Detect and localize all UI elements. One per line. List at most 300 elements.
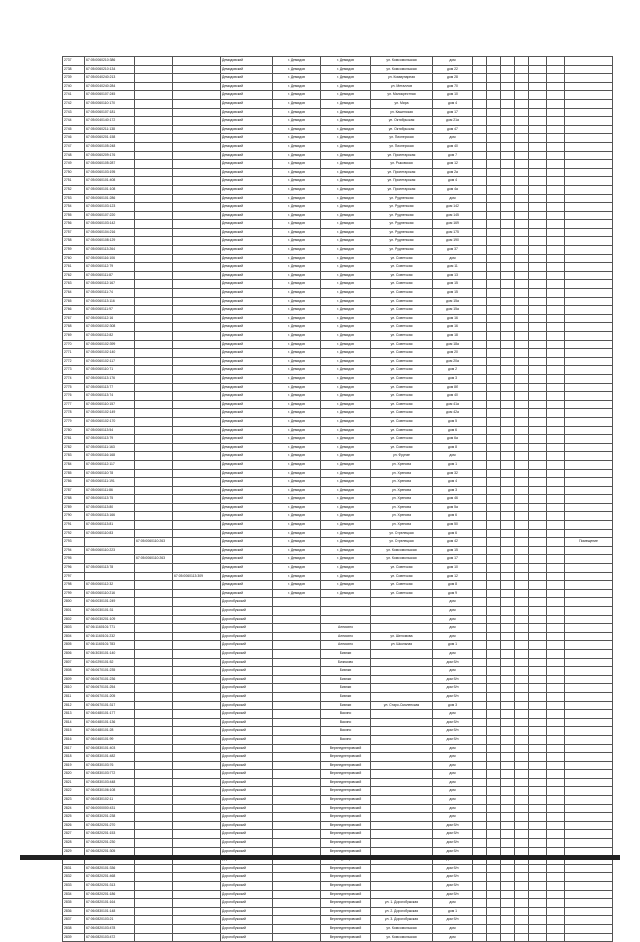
empty-cell: [515, 460, 529, 469]
empty-cell: [565, 297, 613, 306]
table-cell: [135, 168, 173, 177]
table-cell: ул. Шеломова: [371, 632, 433, 641]
empty-cell: [473, 641, 487, 650]
table-cell: [371, 675, 433, 684]
table-cell: ул. Рудненская: [371, 194, 433, 203]
table-cell: 2765: [63, 297, 85, 306]
table-cell: ул. Советская: [371, 306, 433, 315]
empty-cell: [487, 211, 501, 220]
empty-cell: [487, 237, 501, 246]
empty-cell: [487, 727, 501, 736]
table-cell: 2754: [63, 203, 85, 212]
empty-cell: [515, 246, 529, 255]
empty-cell: [501, 753, 515, 762]
empty-cell: [487, 641, 501, 650]
empty-cell: [529, 460, 547, 469]
empty-cell: [515, 839, 529, 848]
empty-cell: [529, 297, 547, 306]
empty-cell: [515, 718, 529, 727]
table-cell: дом 4: [433, 478, 473, 487]
empty-cell: [547, 916, 565, 925]
table-cell: дом 15: [433, 289, 473, 298]
table-cell: [173, 830, 221, 839]
empty-cell: [473, 366, 487, 375]
table-cell: Верхнеднепровский: [321, 899, 371, 908]
empty-cell: [501, 65, 515, 74]
table-cell: [135, 211, 173, 220]
table-cell: 2797: [63, 572, 85, 581]
empty-cell: [501, 409, 515, 418]
table-cell: 67:05:0060101:108: [85, 185, 135, 194]
table-cell: 2778: [63, 409, 85, 418]
empty-cell: [515, 572, 529, 581]
table-row: [63, 211, 613, 220]
empty-cell: [565, 142, 613, 151]
empty-cell: [515, 91, 529, 100]
empty-cell: [487, 521, 501, 530]
table-cell: Дорогобужский: [221, 753, 273, 762]
table-cell: г. Демидов: [321, 117, 371, 126]
empty-cell: [487, 374, 501, 383]
empty-cell: [473, 830, 487, 839]
table-cell: [135, 649, 173, 658]
empty-cell: [529, 890, 547, 899]
empty-cell: [565, 744, 613, 753]
empty-cell: [501, 503, 515, 512]
empty-cell: [529, 692, 547, 701]
table-cell: 2814: [63, 718, 85, 727]
empty-cell: [487, 830, 501, 839]
table-cell: [273, 761, 321, 770]
empty-cell: [565, 228, 613, 237]
table-cell: ул. Советская: [371, 581, 433, 590]
table-cell: Дорогобужский: [221, 813, 273, 822]
empty-cell: [487, 916, 501, 925]
table-cell: [135, 830, 173, 839]
table-cell: 67:06:0820103:478: [85, 924, 135, 933]
empty-cell: [529, 349, 547, 358]
table-cell: г. Демидов: [273, 142, 321, 151]
empty-cell: [547, 735, 565, 744]
table-cell: 67:06:0030101:31: [85, 607, 135, 616]
table-cell: [135, 400, 173, 409]
empty-cell: [515, 658, 529, 667]
table-cell: г. Демидов: [273, 289, 321, 298]
empty-cell: [501, 692, 515, 701]
table-cell: дом: [433, 744, 473, 753]
table-cell: 2787: [63, 486, 85, 495]
table-cell: дом: [433, 753, 473, 762]
table-cell: 2825: [63, 813, 85, 822]
empty-cell: [473, 813, 487, 822]
table-cell: [273, 873, 321, 882]
table-cell: 67:06:0820201:270: [85, 821, 135, 830]
table-row: [63, 839, 613, 848]
table-cell: 2764: [63, 289, 85, 298]
empty-cell: [547, 400, 565, 409]
table-row: [63, 486, 613, 495]
table-cell: [273, 641, 321, 650]
table-cell: [85, 538, 135, 547]
table-cell: ул. Советская: [371, 332, 433, 341]
table-cell: дом 41а: [433, 400, 473, 409]
table-cell: [173, 624, 221, 633]
table-cell: г. Демидов: [321, 228, 371, 237]
empty-cell: [501, 151, 515, 160]
empty-cell: [547, 392, 565, 401]
table-cell: [135, 99, 173, 108]
empty-cell: [547, 357, 565, 366]
empty-cell: [501, 134, 515, 143]
table-cell: Демидовский: [221, 228, 273, 237]
table-cell: Верхнеднепровский: [321, 924, 371, 933]
table-cell: дом: [433, 761, 473, 770]
table-cell: Дорогобужский: [221, 916, 273, 925]
table-cell: ул. Комсомольская: [371, 546, 433, 555]
empty-cell: [487, 907, 501, 916]
table-cell: 67:05:0060113:81: [85, 521, 135, 530]
table-cell: [135, 91, 173, 100]
empty-cell: [547, 787, 565, 796]
empty-cell: [473, 581, 487, 590]
empty-cell: [487, 572, 501, 581]
empty-cell: [565, 581, 613, 590]
table-cell: ул. Октябрьская: [371, 117, 433, 126]
empty-cell: [547, 151, 565, 160]
table-cell: дом 46: [433, 495, 473, 504]
table-cell: Демидовский: [221, 417, 273, 426]
empty-cell: [515, 830, 529, 839]
table-cell: ул. Рудненская: [371, 220, 433, 229]
table-cell: Дорогобужский: [221, 899, 273, 908]
empty-cell: [487, 323, 501, 332]
empty-cell: [501, 899, 515, 908]
empty-cell: [529, 374, 547, 383]
table-cell: 2808: [63, 667, 85, 676]
empty-cell: [565, 435, 613, 444]
empty-cell: [565, 220, 613, 229]
table-cell: [85, 555, 135, 564]
empty-cell: [487, 452, 501, 461]
empty-cell: [487, 65, 501, 74]
table-cell: 2749: [63, 160, 85, 169]
empty-cell: [473, 649, 487, 658]
empty-cell: [529, 649, 547, 658]
empty-cell: [515, 589, 529, 598]
empty-cell: [473, 297, 487, 306]
empty-cell: [529, 409, 547, 418]
table-cell: г. Демидов: [321, 134, 371, 143]
table-cell: [371, 624, 433, 633]
table-cell: [173, 933, 221, 942]
empty-cell: [487, 280, 501, 289]
table-cell: [135, 796, 173, 805]
table-cell: [135, 667, 173, 676]
table-cell: г. Демидов: [321, 125, 371, 134]
table-cell: 2838: [63, 924, 85, 933]
table-cell: ул. Советская: [371, 409, 433, 418]
table-cell: Васино: [321, 735, 371, 744]
empty-cell: [501, 57, 515, 66]
table-cell: г. Демидов: [321, 271, 371, 280]
table-cell: дом 70: [433, 82, 473, 91]
table-cell: Дорогобужский: [221, 778, 273, 787]
table-cell: [273, 692, 321, 701]
empty-cell: [473, 796, 487, 805]
table-cell: [371, 778, 433, 787]
table-cell: г. Демидов: [273, 246, 321, 255]
table-cell: Дорогобужский: [221, 684, 273, 693]
empty-cell: [515, 340, 529, 349]
table-cell: 67:05:0060102:170: [85, 417, 135, 426]
table-cell: Демидовский: [221, 340, 273, 349]
table-cell: дом б/н: [433, 718, 473, 727]
table-cell: дом 40: [433, 142, 473, 151]
empty-cell: [473, 572, 487, 581]
table-cell: г. Демидов: [273, 564, 321, 573]
empty-cell: [473, 263, 487, 272]
table-cell: [135, 417, 173, 426]
empty-cell: [547, 108, 565, 117]
empty-cell: [515, 478, 529, 487]
empty-cell: [515, 546, 529, 555]
empty-cell: [473, 357, 487, 366]
table-cell: дом 18а: [433, 340, 473, 349]
table-cell: 2760: [63, 254, 85, 263]
table-cell: ул. Советская: [371, 443, 433, 452]
empty-cell: [515, 890, 529, 899]
empty-cell: [515, 607, 529, 616]
empty-cell: [473, 787, 487, 796]
empty-cell: [515, 753, 529, 762]
empty-cell: [529, 117, 547, 126]
table-cell: 2756: [63, 220, 85, 229]
table-cell: Демидовский: [221, 392, 273, 401]
table-cell: дом: [433, 452, 473, 461]
empty-cell: [565, 134, 613, 143]
table-cell: 67:05:0060111:191: [85, 478, 135, 487]
empty-cell: [515, 151, 529, 160]
table-row: [63, 314, 613, 323]
empty-cell: [565, 65, 613, 74]
table-cell: г. Демидов: [273, 478, 321, 487]
table-cell: [371, 727, 433, 736]
table-cell: [135, 486, 173, 495]
empty-cell: [487, 632, 501, 641]
empty-cell: [515, 237, 529, 246]
table-cell: [371, 735, 433, 744]
empty-cell: [565, 151, 613, 160]
empty-cell: [501, 168, 515, 177]
empty-cell: [487, 512, 501, 521]
table-cell: [135, 340, 173, 349]
empty-cell: [565, 323, 613, 332]
empty-cell: [547, 289, 565, 298]
empty-cell: [487, 538, 501, 547]
table-cell: 2779: [63, 417, 85, 426]
empty-cell: [487, 899, 501, 908]
table-cell: Демидовский: [221, 314, 273, 323]
table-row: [63, 555, 613, 564]
table-row: [63, 237, 613, 246]
empty-cell: [473, 99, 487, 108]
empty-cell: [487, 555, 501, 564]
table-cell: 67:06:0820201:186: [85, 890, 135, 899]
empty-cell: [473, 443, 487, 452]
empty-cell: [487, 761, 501, 770]
table-cell: дом 7: [433, 151, 473, 160]
empty-cell: [565, 692, 613, 701]
table-cell: [173, 804, 221, 813]
table-cell: [135, 692, 173, 701]
table-cell: г. Демидов: [273, 503, 321, 512]
table-cell: Демидовский: [221, 529, 273, 538]
empty-cell: [565, 374, 613, 383]
table-cell: г. Демидов: [321, 503, 371, 512]
empty-cell: [529, 134, 547, 143]
table-cell: ул. 3. Дорогобужская: [371, 916, 433, 925]
table-cell: 67:05:0060105:248: [85, 142, 135, 151]
table-cell: г. Демидов: [273, 160, 321, 169]
empty-cell: [547, 589, 565, 598]
empty-cell: [501, 332, 515, 341]
table-cell: [371, 692, 433, 701]
empty-cell: [515, 787, 529, 796]
empty-cell: [473, 598, 487, 607]
table-cell: Демидовский: [221, 74, 273, 83]
empty-cell: [515, 564, 529, 573]
table-cell: 2810: [63, 684, 85, 693]
table-row: [63, 443, 613, 452]
empty-cell: [487, 787, 501, 796]
empty-cell: [487, 529, 501, 538]
table-cell: Дорогобужский: [221, 890, 273, 899]
empty-cell: [515, 332, 529, 341]
table-cell: 2748: [63, 151, 85, 160]
empty-cell: [473, 546, 487, 555]
empty-cell: [515, 538, 529, 547]
table-cell: [173, 667, 221, 676]
empty-cell: [473, 469, 487, 478]
empty-cell: [529, 160, 547, 169]
empty-cell: [501, 486, 515, 495]
empty-cell: [515, 306, 529, 315]
empty-cell: [501, 675, 515, 684]
empty-cell: [487, 228, 501, 237]
table-cell: дом 17: [433, 555, 473, 564]
empty-cell: [473, 821, 487, 830]
empty-cell: [515, 211, 529, 220]
empty-cell: [547, 839, 565, 848]
empty-cell: [529, 529, 547, 538]
table-cell: дом б/н: [433, 692, 473, 701]
table-row: [63, 220, 613, 229]
table-cell: дом 4: [433, 99, 473, 108]
table-cell: дом б/н: [433, 727, 473, 736]
empty-cell: [473, 486, 487, 495]
empty-cell: [501, 538, 515, 547]
empty-cell: [473, 632, 487, 641]
table-cell: [135, 512, 173, 521]
table-cell: ул. Стрелецкая: [371, 529, 433, 538]
table-cell: [173, 718, 221, 727]
empty-cell: [529, 185, 547, 194]
empty-cell: [473, 684, 487, 693]
empty-cell: [473, 314, 487, 323]
table-cell: 2755: [63, 211, 85, 220]
table-cell: [173, 108, 221, 117]
table-cell: Дорогобужский: [221, 718, 273, 727]
table-cell: ул. Рудненская: [371, 211, 433, 220]
table-cell: г. Демидов: [321, 495, 371, 504]
table-row: [63, 882, 613, 891]
empty-cell: [515, 701, 529, 710]
empty-cell: [547, 649, 565, 658]
table-cell: Демидовский: [221, 160, 273, 169]
table-cell: дом 42а: [433, 409, 473, 418]
table-cell: 67:06:0670101:236: [85, 675, 135, 684]
table-cell: г. Демидов: [273, 194, 321, 203]
empty-cell: [515, 804, 529, 813]
empty-cell: [487, 890, 501, 899]
empty-cell: [565, 383, 613, 392]
table-row: [63, 74, 613, 83]
table-row: [63, 460, 613, 469]
empty-cell: [529, 306, 547, 315]
empty-cell: [501, 813, 515, 822]
table-cell: ул. Школьная: [371, 641, 433, 650]
table-cell: [371, 813, 433, 822]
empty-cell: [473, 615, 487, 624]
table-cell: 67:05:0060112:79: [85, 263, 135, 272]
table-cell: [135, 117, 173, 126]
empty-cell: [565, 753, 613, 762]
table-cell: дом: [433, 787, 473, 796]
table-cell: [173, 899, 221, 908]
empty-cell: [487, 142, 501, 151]
table-cell: [135, 521, 173, 530]
empty-cell: [501, 99, 515, 108]
table-cell: Дорогобужский: [221, 864, 273, 873]
table-cell: Дорогобужский: [221, 924, 273, 933]
table-cell: 67:05:0060116:106: [85, 254, 135, 263]
table-cell: [135, 778, 173, 787]
empty-cell: [515, 357, 529, 366]
table-cell: г. Демидов: [273, 271, 321, 280]
table-cell: г. Демидов: [321, 349, 371, 358]
empty-cell: [547, 263, 565, 272]
empty-cell: [501, 649, 515, 658]
empty-cell: [529, 813, 547, 822]
empty-cell: [547, 246, 565, 255]
table-cell: [273, 778, 321, 787]
table-cell: 2741: [63, 91, 85, 100]
empty-cell: [473, 675, 487, 684]
empty-cell: [515, 469, 529, 478]
table-cell: [173, 271, 221, 280]
table-cell: 67:05:0060116:168: [85, 452, 135, 461]
table-cell: дом: [433, 710, 473, 719]
empty-cell: [547, 366, 565, 375]
empty-cell: [565, 675, 613, 684]
table-row: [63, 916, 613, 925]
table-cell: дом 5а: [433, 503, 473, 512]
empty-cell: [565, 486, 613, 495]
empty-cell: [473, 907, 487, 916]
table-cell: 67:05:0060110:223: [85, 546, 135, 555]
table-row: [63, 873, 613, 882]
table-cell: 2818: [63, 753, 85, 762]
